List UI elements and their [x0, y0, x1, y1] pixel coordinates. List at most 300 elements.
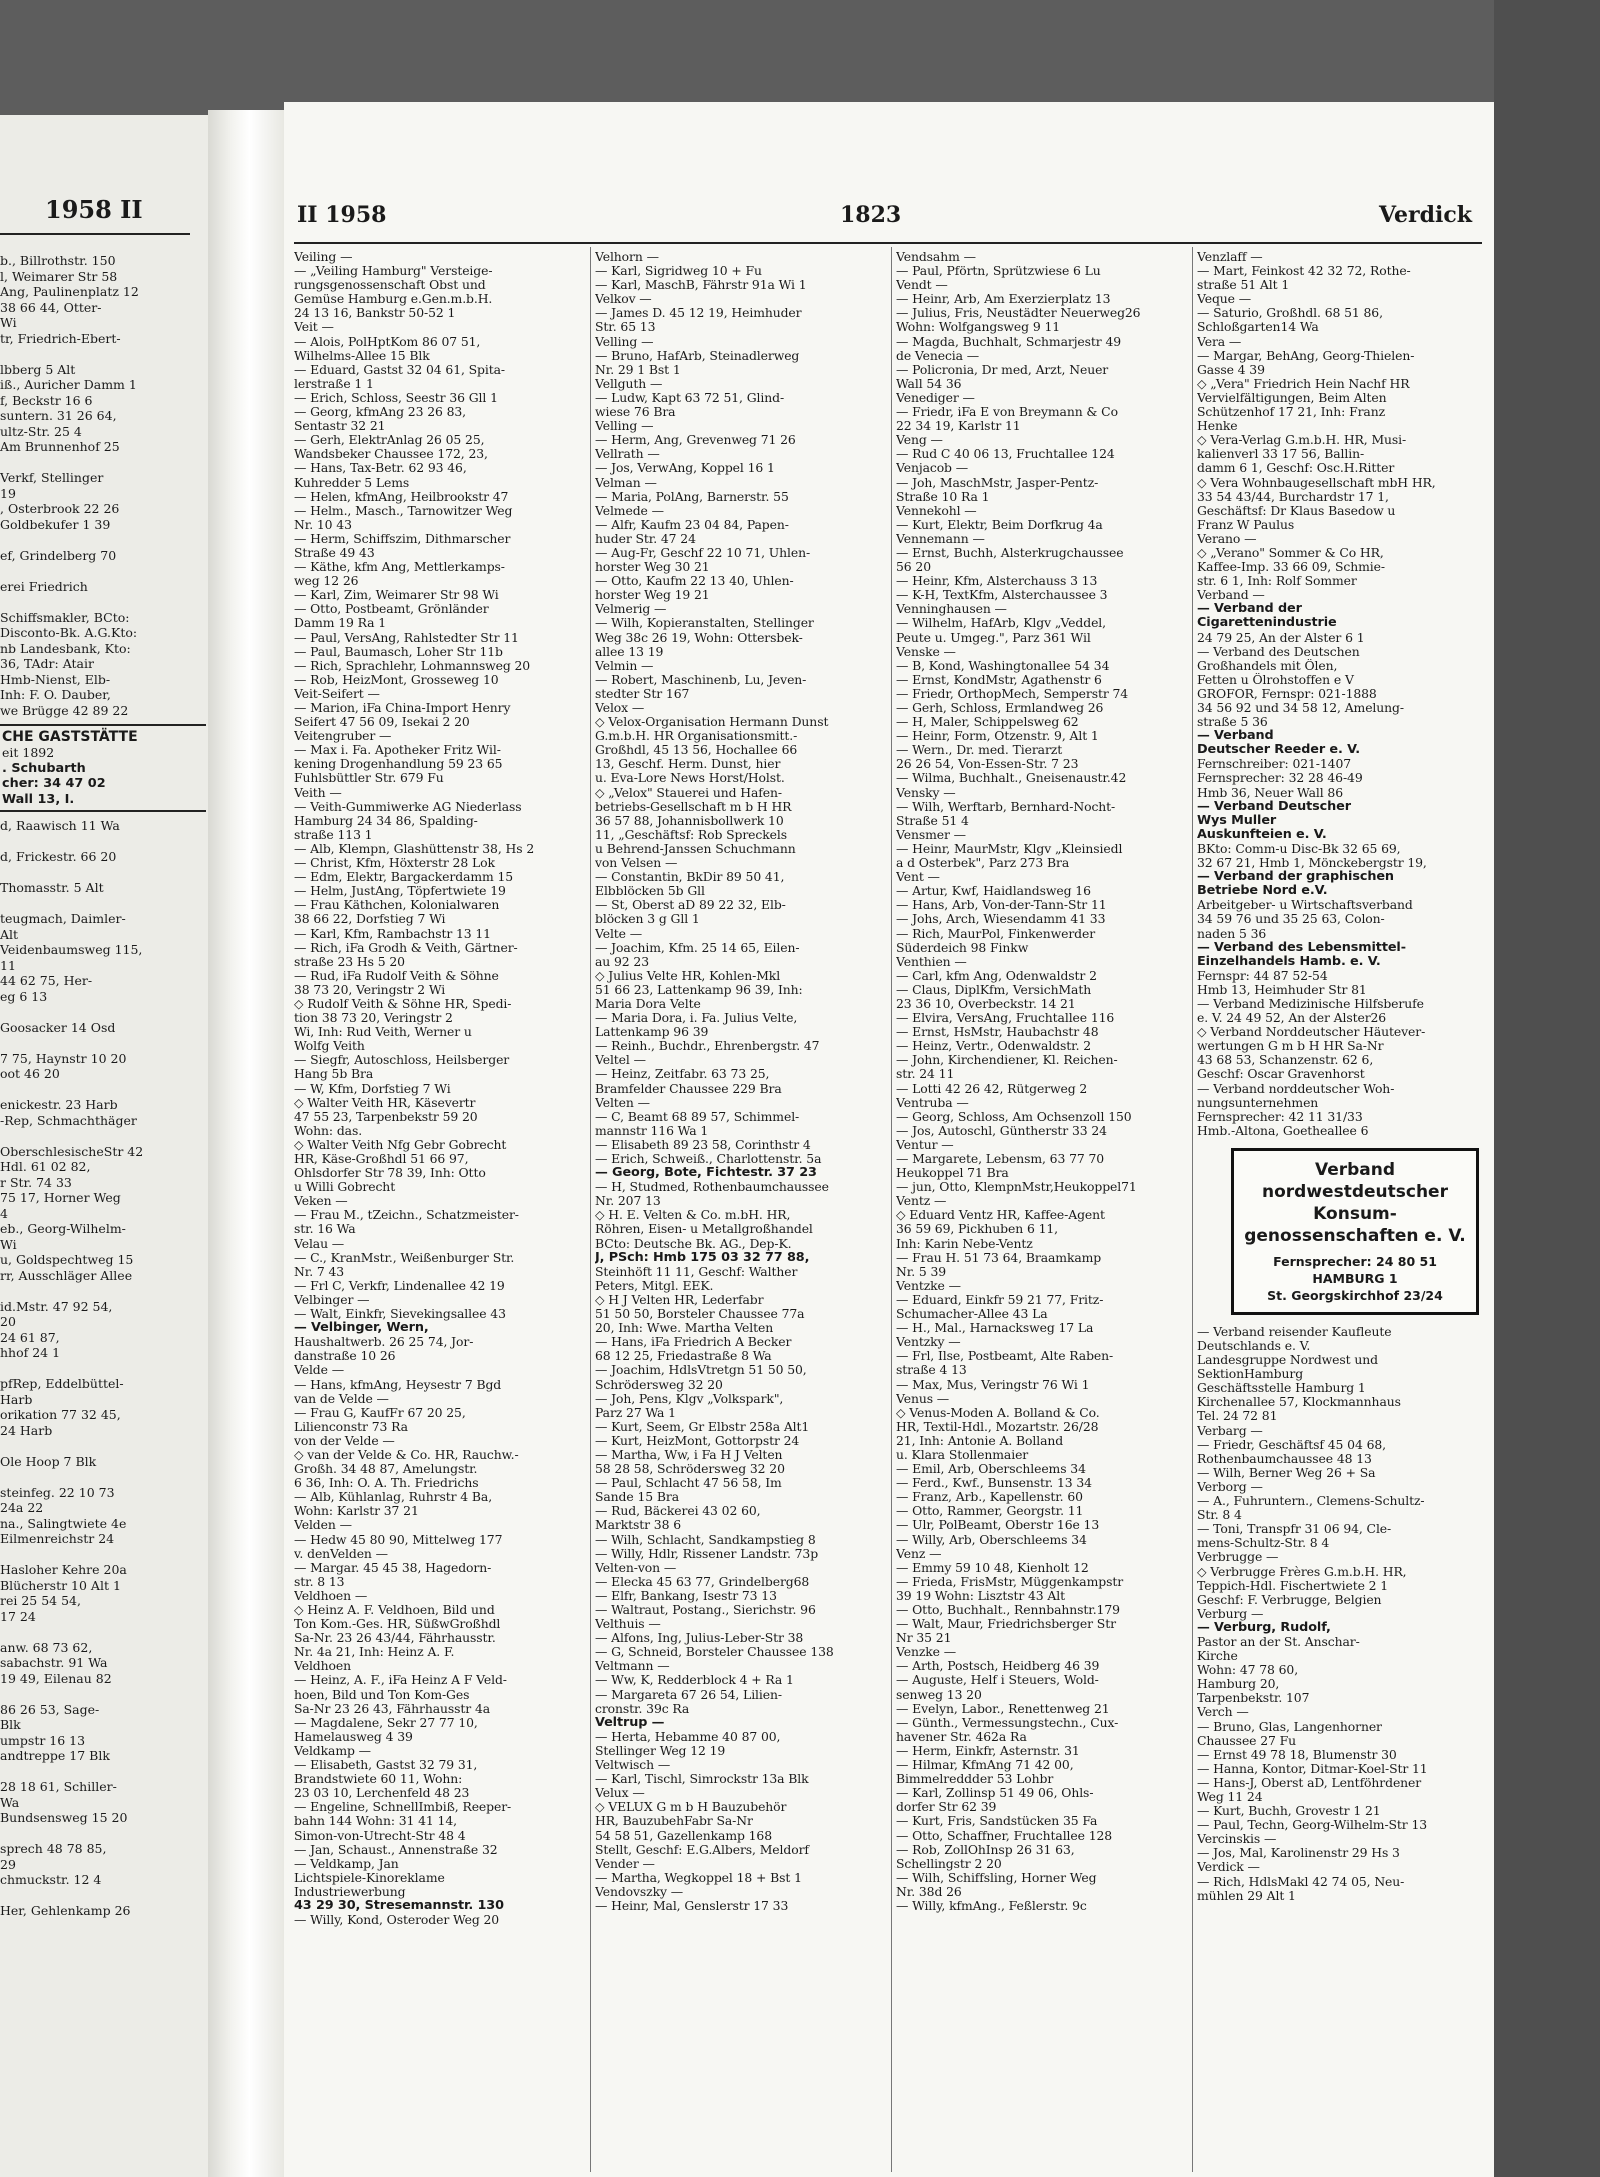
directory-entry-line: Verkf, Stellinger	[0, 470, 104, 485]
directory-column-4	[1197, 250, 1489, 2170]
directory-entry-line: Geschf: F. Verbrugge, Belgien	[1197, 1592, 1382, 1607]
directory-entry-line: — Verband	[1197, 729, 1274, 744]
directory-entry-line: OberschlesischeStr 42	[0, 1143, 144, 1159]
directory-entry-line: iß., Auricher Damm 1	[0, 377, 137, 392]
directory-entry-line	[0, 1361, 206, 1377]
directory-entry-line: — Bruno, Glas, Langenhorner	[1197, 1719, 1382, 1734]
directory-entry-line: Velten-von —	[595, 1560, 677, 1575]
directory-entry-line: straße 23 Hs 5 20	[294, 954, 405, 969]
directory-entry-line: — Julius, Fris, Neustädter Neuerweg26	[896, 306, 1141, 321]
directory-entry-line: 36, TAdr: Atair	[0, 656, 94, 671]
directory-entry-line: — H, Maler, Schippelsweg 62	[896, 715, 1079, 730]
directory-entry-line: Alt	[0, 926, 19, 942]
directory-entry-line: Hasloher Kehre 20a	[0, 1562, 127, 1577]
directory-entry-line	[0, 1035, 206, 1051]
directory-entry-line: — Saturio, Großhdl. 68 51 86,	[1197, 306, 1383, 321]
directory-entry-line: — Max, Mus, Veringstr 76 Wi 1	[896, 1377, 1090, 1392]
directory-entry-line: — Verband der	[1197, 602, 1302, 617]
directory-entry-line: Veidenbaumsweg 115,	[0, 942, 143, 957]
directory-entry-line: Velux —	[595, 1786, 645, 1801]
directory-entry-line: — Heinr, Kfm, Alsterchauss 3 13	[896, 574, 1098, 589]
directory-entry-line: Venediger —	[896, 390, 975, 405]
directory-entry-line: 28 18 61, Schiller-	[0, 1779, 117, 1794]
left-ad-line: eit 1892	[2, 745, 55, 760]
directory-entry-line: — Frieda, FrisMstr, Müggenkampstr	[896, 1574, 1124, 1589]
directory-entry-line: Venthien —	[896, 954, 967, 969]
directory-entry-line: bahn 144 Wohn: 31 41 14,	[294, 1814, 457, 1829]
directory-entry-line: — Frau M., tZeichn., Schatzmeister-	[294, 1208, 519, 1223]
directory-entry-line: Stellinger Weg 12 19	[595, 1743, 726, 1758]
directory-entry-line: Kirchenallee 57, Klockmannhaus	[1197, 1395, 1401, 1410]
directory-entry-line: — Walt, Maur, Friedrichsberger Str	[896, 1617, 1116, 1632]
left-page	[0, 115, 208, 2177]
directory-entry-line: von der Velde —	[294, 1433, 395, 1448]
directory-column-2	[595, 250, 887, 2170]
directory-entry-line: Wohn: das.	[294, 1123, 363, 1138]
directory-entry-line: — Alois, PolHptKom 86 07 51,	[294, 334, 481, 349]
directory-entry-line: Wys Muller	[1197, 813, 1277, 828]
directory-entry-line: SektionHamburg	[1197, 1367, 1304, 1382]
directory-entry-line: Velhorn —	[595, 250, 659, 264]
directory-entry-line: — Helm, JustAng, Töpfertwiete 19	[294, 884, 506, 899]
directory-entry-line: — Heinz, A. F., iFa Heinz A F Veld-	[294, 1673, 507, 1688]
directory-entry-line: Venz —	[896, 1546, 942, 1561]
directory-entry-line: Vendt —	[896, 278, 948, 293]
directory-entry-line: 75 17, Horner Weg	[0, 1190, 121, 1205]
directory-entry-line: Wa	[0, 1794, 20, 1810]
directory-entry-line: — Frau G, KaufFr 67 20 25,	[294, 1405, 466, 1420]
directory-entry-line: mannstr 116 Wa 1	[595, 1123, 709, 1138]
directory-entry-line: eb., Georg-Wilhelm-	[0, 1221, 126, 1236]
directory-entry-line: ◇ „Verano" Sommer & Co HR,	[1197, 545, 1384, 560]
directory-entry-line: ◇ H J Velten HR, Lederfabr	[595, 1292, 764, 1307]
directory-entry-line: 36 57 88, Johannisbollwerk 10	[595, 813, 784, 828]
directory-entry-line: hhof 24 1	[0, 1345, 61, 1360]
directory-entry-line: eg 6 13	[0, 988, 48, 1004]
directory-entry-line: — Paul, Techn, Georg-Wilhelm-Str 13	[1197, 1818, 1428, 1833]
directory-entry-line: — H, Studmed, Rothenbaumchaussee	[595, 1180, 829, 1195]
directory-entry-line: — Jan, Schaust., Annenstraße 32	[294, 1842, 498, 1857]
directory-entry-line: Fernspr: 44 87 52-54	[1197, 968, 1328, 983]
directory-entry-line: Wohn: Karlstr 37 21	[294, 1504, 419, 1519]
directory-entry-line: — Friedr, Geschäftsf 45 04 68,	[1197, 1437, 1386, 1452]
directory-entry-line: — Paul, Schlacht 47 56 58, Im	[595, 1476, 782, 1491]
directory-entry-line: 34 59 76 und 35 25 63, Colon-	[1197, 912, 1385, 927]
directory-entry-line: Hmb-Nienst, Elb-	[0, 671, 111, 687]
directory-entry-line: Velthuis —	[595, 1617, 661, 1632]
directory-entry-line: — Martha, Wegkoppel 18 + Bst 1	[595, 1870, 802, 1885]
directory-entry-line: HR, Textil-Hdl., Mozartstr. 26/28	[896, 1419, 1099, 1434]
directory-entry-line: Ventruba —	[896, 1095, 969, 1110]
directory-entry-line: ◇ Heinz A. F. Veldhoen, Bild und	[294, 1603, 495, 1617]
directory-entry-line: — Rich, Sprachlehr, Lohmannsweg 20	[294, 658, 531, 673]
directory-entry-line: — Rob, ZollOhInsp 26 31 63,	[896, 1842, 1075, 1857]
directory-entry-line: — Ernst, Buchh, Alsterkrugchaussee	[896, 545, 1124, 560]
directory-entry-line: — Alfons, Ing, Julius-Leber-Str 38	[595, 1631, 804, 1646]
directory-entry-line: blöcken 3 g Gll 1	[595, 912, 700, 927]
directory-entry-line: — Ernst, HsMstr, Haubachstr 48	[896, 1025, 1099, 1040]
directory-entry-line: ◇ Eduard Ventz HR, Kaffee-Agent	[896, 1208, 1105, 1223]
directory-entry-line: — Marion, iFa China-Import Henry	[294, 701, 511, 715]
directory-entry-line: 33 54 43/44, Burchardstr 17 1,	[1197, 489, 1389, 504]
directory-entry-line: Velde —	[294, 1363, 344, 1378]
directory-entry-line: G.m.b.H. HR Organisationsmitt.-	[595, 729, 798, 744]
directory-entry-line: — Joh, Pens, Klgv „Volkspark",	[595, 1391, 784, 1406]
directory-entry-line: pfRep, Eddelbüttel-	[0, 1376, 124, 1391]
directory-entry-line: 29	[0, 1856, 16, 1872]
directory-entry-line: Deutscher Reeder e. V.	[1197, 743, 1361, 758]
directory-entry-line: l, Weimarer Str 58	[0, 268, 118, 284]
directory-entry-line: ◇ Walter Veith HR, Käsevertr	[294, 1095, 476, 1110]
directory-entry-line: anw. 68 73 62,	[0, 1639, 93, 1655]
directory-entry-line: Peute u. Umgeg.", Parz 361 Wil	[896, 630, 1091, 645]
directory-entry-line: andtreppe 17 Blk	[0, 1748, 110, 1763]
directory-entry-line: damm 6 1, Geschf: Osc.H.Ritter	[1197, 461, 1395, 476]
directory-entry-line: Schiffsmakler, BCto:	[0, 609, 130, 625]
directory-entry-line: ◇ Verband Norddeutscher Häutever-	[1197, 1025, 1426, 1040]
directory-entry-line: BCto: Deutsche Bk. AG., Dep-K.	[595, 1236, 792, 1251]
directory-entry-line: — Heinr, Mal, Genslerstr 17 33	[595, 1898, 789, 1913]
directory-entry-line: — Ernst, KondMstr, Agathenstr 6	[896, 672, 1102, 687]
directory-entry-line: Vennekohl —	[896, 503, 977, 518]
directory-entry-line: Veng —	[896, 433, 943, 448]
directory-entry-line: Geschäftsf: Dr Klaus Basedow u	[1197, 503, 1396, 518]
directory-entry-line: — Herm, Ang, Grevenweg 71 26	[595, 433, 796, 448]
directory-entry-line: ◇ Venus-Moden A. Bolland & Co.	[896, 1405, 1100, 1420]
ad-title: genossenschaften e. V.	[1244, 1225, 1466, 1246]
directory-entry-line: Auskunfteien e. V.	[1197, 827, 1327, 842]
directory-entry-line: hoen, Bild und Ton Kom-Ges	[294, 1687, 470, 1702]
directory-entry-line: — Bruno, HafArb, Steinadlerweg	[595, 348, 800, 363]
directory-entry-line: — Georg, kfmAng 23 26 83,	[294, 405, 467, 420]
directory-entry-line: 20	[0, 1314, 16, 1329]
directory-entry-line	[0, 1283, 206, 1299]
directory-entry-line: stedter Str 167	[595, 686, 690, 701]
directory-entry-line: — Margareta 67 26 54, Lilien-	[595, 1687, 782, 1702]
directory-entry-line: 39 19 Wohn: Lisztstr 43 Alt	[896, 1588, 1065, 1603]
directory-entry-line: Velau —	[294, 1236, 345, 1251]
ad-title: Verband	[1314, 1159, 1396, 1180]
directory-entry-line: ◇ VELUX G m b H Bauzubehör	[595, 1800, 787, 1815]
directory-entry-line: — Heinz, Zeitfabr. 63 73 25,	[595, 1067, 770, 1082]
directory-entry-line: — Christ, Kfm, Höxterstr 28 Lok	[294, 856, 495, 871]
directory-entry-line: erei Friedrich	[0, 578, 88, 594]
directory-entry-line: — Gerh, Schloss, Ermlandweg 26	[896, 701, 1104, 715]
directory-entry-line: u. Klara Stollenmaier	[896, 1447, 1029, 1462]
directory-entry-line: — Rich, iFa Grodh & Veith, Gärtner-	[294, 940, 518, 955]
directory-entry-line: Harb	[0, 1391, 33, 1407]
directory-entry-line: — Verband Deutscher	[1197, 799, 1351, 814]
directory-entry-line: — Georg, Bote, Fichtestr. 37 23	[595, 1166, 817, 1181]
left-ad-line: . Schubarth	[2, 760, 86, 776]
directory-entry-line: Teppich-Hdl. Fischertwiete 2 1	[1197, 1578, 1389, 1593]
directory-entry-line: Veque —	[1197, 292, 1252, 307]
directory-entry-line: Vercinskis —	[1197, 1832, 1277, 1847]
directory-entry-line: — Hans, iFa Friedrich A Becker	[595, 1335, 792, 1350]
directory-entry-line	[0, 1547, 206, 1563]
directory-entry-line: Nr 35 21	[896, 1631, 952, 1646]
directory-entry-line: Vera —	[1197, 334, 1242, 349]
directory-entry-line: — Alb, Kühlanlag, Ruhrstr 4 Ba,	[294, 1490, 493, 1505]
directory-entry-line: — Karl, MaschB, Fährstr 91a Wi 1	[595, 278, 807, 293]
directory-entry-line: chmuckstr. 12 4	[0, 1872, 102, 1887]
directory-entry-line: — Engeline, SchnellImbiß, Reeper-	[294, 1800, 512, 1815]
directory-entry-line: Heukoppel 71 Bra	[896, 1166, 1009, 1181]
directory-entry-line: 68 12 25, Friedastraße 8 Wa	[595, 1349, 772, 1364]
directory-entry-line: Tel. 24 72 81	[1197, 1409, 1278, 1424]
directory-entry-line: — K-H, TextKfm, Alsterchaussee 3	[896, 588, 1108, 603]
directory-entry-line: — Maria, PolAng, Barnerstr. 55	[595, 489, 789, 504]
directory-entry-line: — Hans, Tax-Betr. 62 93 46,	[294, 461, 467, 476]
directory-entry-line: Velling —	[595, 419, 654, 434]
directory-entry-line: Vent —	[896, 870, 940, 885]
directory-entry-line: Deutschlands e. V.	[1197, 1339, 1311, 1353]
directory-entry-line: Velkov —	[595, 292, 652, 307]
directory-entry-line: — Karl, Zollinsp 51 49 06, Ohls-	[896, 1786, 1094, 1801]
directory-entry-line: — Rich, HdlsMakl 42 74 05, Neu-	[1197, 1874, 1405, 1889]
directory-entry-line: — Ernst 49 78 18, Blumenstr 30	[1197, 1747, 1397, 1762]
directory-entry-line	[0, 896, 206, 912]
directory-entry-line: umpstr 16 13	[0, 1732, 86, 1748]
scan-background	[1494, 0, 1600, 2177]
directory-entry-line: — Franz, Arb., Kapellenstr. 60	[896, 1490, 1083, 1505]
directory-entry-line: Velman —	[595, 475, 657, 490]
directory-entry-line: Nr. 4a 21, Inh: Heinz A. F.	[294, 1645, 455, 1660]
directory-entry-line: Hamburg 24 34 86, Spalding-	[294, 813, 478, 828]
directory-entry-line: — Georg, Schloss, Am Ochsenzoll 150	[896, 1109, 1132, 1124]
directory-entry-line: 11	[0, 957, 16, 973]
directory-entry-line: — Rud, Bäckerei 43 02 60,	[595, 1504, 761, 1519]
directory-entry-line: — Jos, Mal, Karolinenstr 29 Hs 3	[1197, 1846, 1400, 1861]
directory-entry-line: — C, Beamt 68 89 57, Schimmel-	[595, 1109, 800, 1124]
directory-entry-line: Schumacher-Allee 43 La	[896, 1307, 1048, 1322]
directory-entry-line: — Verband des Deutschen	[1197, 644, 1360, 659]
directory-entry-line: a d Osterbek", Parz 273 Bra	[896, 856, 1070, 871]
directory-entry-line: Ole Hoop 7 Blk	[0, 1453, 97, 1469]
directory-entry-line: — Artur, Kwf, Haidlandsweg 16	[896, 884, 1091, 899]
directory-entry-line: Verch —	[1197, 1705, 1249, 1720]
ad-phone: Fernsprecher: 24 80 51	[1273, 1253, 1437, 1269]
directory-entry-line: — Paul, Baumasch, Loher Str 11b	[294, 644, 503, 659]
directory-entry-line: 34 56 92 und 34 58 12, Amelung-	[1197, 701, 1404, 715]
directory-entry-line: Velmin —	[595, 658, 654, 673]
directory-entry-line: — Jos, Autoschl, Güntherstr 33 24	[896, 1123, 1107, 1138]
directory-entry-line: weg 12 26	[294, 574, 359, 589]
directory-entry-line: straße 5 36	[1197, 715, 1268, 730]
directory-entry-line: — Willy, Arb, Oberschleems 34	[896, 1532, 1087, 1547]
directory-entry-line: Verband —	[1197, 588, 1265, 603]
directory-entry-line: — Karl, Zim, Weimarer Str 98 Wi	[294, 588, 499, 603]
directory-entry-line: Goosacker 14 Osd	[0, 1019, 116, 1035]
directory-entry-line: — Max i. Fa. Apotheker Fritz Wil-	[294, 743, 501, 758]
column-divider	[891, 247, 892, 2172]
directory-entry-line: — Karl, Kfm, Rambachstr 13 11	[294, 926, 491, 941]
directory-entry-line: — Reinh., Buchdr., Ehrenbergstr. 47	[595, 1039, 820, 1054]
directory-entry-line: — Heinz, Vertr., Odenwaldstr. 2	[896, 1039, 1092, 1054]
directory-entry-line: — Ludw, Kapt 63 72 51, Glind-	[595, 390, 785, 405]
column-4-top	[1197, 250, 1489, 1138]
header-volume: II 1958	[297, 202, 387, 228]
directory-entry-line: — Rud C 40 06 13, Fruchtallee 124	[896, 447, 1115, 462]
directory-entry-line: danstraße 10 26	[294, 1349, 396, 1364]
directory-entry-line: u Behrend-Janssen Schuchmann	[595, 841, 796, 856]
directory-entry-line: Blk	[0, 1717, 21, 1732]
directory-entry-line: 23 03 10, Lerchenfeld 48 23	[294, 1786, 470, 1801]
directory-entry-line: Kaffee-Imp. 33 66 09, Schmie-	[1197, 560, 1385, 575]
directory-entry-line: — Wilh, Werftarb, Bernhard-Nocht-	[896, 799, 1116, 814]
directory-entry-line: Parz 27 Wa 1	[595, 1405, 676, 1420]
directory-entry-line: Wilhelms-Allee 15 Blk	[294, 348, 430, 363]
directory-entry-line: — Robert, Maschinenb, Lu, Jeven-	[595, 672, 807, 687]
left-page-lines-bottom	[0, 818, 206, 1919]
directory-entry-line: Chaussee 27 Fu	[1197, 1733, 1297, 1748]
directory-entry-line: Nr. 5 39	[896, 1264, 947, 1279]
directory-entry-line: — Joachim, HdlsVtretgn 51 50 50,	[595, 1363, 807, 1378]
directory-entry-line: kening Drogenhandlung 59 23 65	[294, 757, 503, 772]
directory-entry-line: Süderdeich 98 Finkw	[896, 940, 1029, 955]
directory-entry-line: Nr. 29 1 Bst 1	[595, 362, 681, 377]
left-page-header: 1958 II	[45, 195, 143, 224]
directory-entry-line: — Verband des Lebensmittel-	[1197, 940, 1406, 955]
directory-entry-line: rungsgenossenschaft Obst und	[294, 278, 486, 293]
directory-entry-line: 86 26 53, Sage-	[0, 1701, 100, 1717]
directory-entry-line: Veiling —	[294, 250, 353, 264]
directory-entry-line: Wandsbeker Chaussee 172, 23,	[294, 447, 488, 462]
ad-title: nordwestdeutscher	[1262, 1181, 1448, 1202]
directory-entry-line: 24 Harb	[0, 1422, 53, 1438]
directory-entry-line: — Heinr, MaurMstr, Klgv „Kleinsiedl	[896, 841, 1123, 856]
directory-entry-line: Venzke —	[896, 1645, 957, 1660]
directory-entry-line: Ang, Paulinenplatz 12	[0, 284, 139, 299]
directory-entry-line	[0, 594, 206, 610]
directory-entry-line: Sa-Nr 23 26 43, Fährhausstr 4a	[294, 1701, 491, 1716]
directory-entry-line: Stellt, Geschf: E.G.Albers, Meldorf	[595, 1842, 809, 1857]
directory-entry-line: Wolfg Veith	[294, 1039, 365, 1054]
directory-entry-line: — Margar, BehAng, Georg-Thielen-	[1197, 348, 1415, 363]
directory-entry-line: mühlen 29 Alt 1	[1197, 1888, 1296, 1903]
directory-entry-line: huder Str. 47 24	[595, 531, 696, 546]
directory-entry-line: Wi, Inh: Rud Veith, Werner u	[294, 1025, 472, 1040]
header-catchword: Verdick	[1378, 202, 1472, 228]
directory-entry-line: ef, Grindelberg 70	[0, 547, 117, 563]
directory-entry-line: ◇ van der Velde & Co. HR, Rauchw.-	[294, 1447, 519, 1462]
directory-entry-line: Vervielfältigungen, Beim Alten	[1197, 390, 1387, 405]
directory-entry-line: Disconto-Bk. A.G.Kto:	[0, 625, 138, 640]
directory-entry-line: — Otto, Schaffner, Fruchtallee 128	[896, 1828, 1113, 1843]
directory-entry-line: — Elisabeth 89 23 58, Corinthstr 4	[595, 1137, 811, 1152]
directory-entry-line: Venske —	[896, 644, 956, 659]
directory-entry-line	[0, 834, 206, 850]
directory-entry-line: 20, Inh: Wwe. Martha Velten	[595, 1321, 774, 1336]
directory-entry-line: betriebs-Gesellschaft m b H HR	[595, 799, 792, 814]
directory-entry-line: Marktstr 38 6	[595, 1518, 681, 1533]
directory-entry-line: — Edm, Elektr, Bargackerdamm 15	[294, 870, 514, 885]
directory-entry-line: Fernsprecher: 32 28 46-49	[1197, 771, 1363, 786]
directory-entry-line: enickestr. 23 Harb	[0, 1097, 118, 1112]
directory-entry-line: Am Brunnenhof 25	[0, 439, 120, 454]
directory-entry-line: — Wilma, Buchhalt., Gneisenaustr.42	[896, 771, 1127, 786]
directory-entry-line: u, Goldspechtweg 15	[0, 1252, 134, 1267]
directory-entry-line: Venzlaff —	[1197, 250, 1263, 264]
directory-entry-line: oot 46 20	[0, 1066, 60, 1081]
header-rule	[294, 242, 1482, 244]
directory-entry-line: — C., KranMstr., Weißenburger Str.	[294, 1250, 515, 1265]
directory-entry-line: ◇ Walter Veith Nfg Gebr Gobrecht	[294, 1137, 507, 1152]
directory-entry-line: Veltwisch —	[595, 1758, 671, 1773]
directory-entry-line: — Käthe, kfm Ang, Mettlerkamps-	[294, 560, 505, 575]
directory-entry-line: teugmach, Daimler-	[0, 911, 126, 926]
ad-title: Konsum-	[1313, 1203, 1397, 1224]
left-page-rule	[0, 233, 190, 235]
directory-entry-line: — Claus, DiplKfm, VersichMath	[896, 982, 1092, 997]
directory-entry-line: — Friedr, iFa E von Breymann & Co	[896, 405, 1118, 420]
directory-entry-line: — John, Kirchendiener, Kl. Reichen-	[896, 1053, 1118, 1068]
directory-entry-line: Geschäftsstelle Hamburg 1	[1197, 1381, 1366, 1396]
directory-entry-line: — Frau Käthchen, Kolonialwaren	[294, 898, 500, 913]
directory-entry-line: Geschf: Oscar Gravenhorst	[1197, 1067, 1365, 1082]
directory-entry-line: Eilmenreichstr 24	[0, 1531, 115, 1546]
directory-entry-line: — Helen, kfmAng, Heilbrookstr 47	[294, 489, 509, 504]
directory-entry-line: HR, BauzubehFabr Sa-Nr	[595, 1814, 753, 1829]
directory-entry-line: Wi	[0, 315, 17, 330]
directory-entry-line: d, Frickestr. 66 20	[0, 849, 117, 864]
directory-entry-line: — Carl, kfm Ang, Odenwaldstr 2	[896, 968, 1097, 983]
directory-entry-line: — Siegfr, Autoschloss, Heilsberger	[294, 1053, 510, 1068]
directory-entry-line: Nr. 38d 26	[896, 1884, 962, 1899]
directory-entry-line: — Otto, Rammer, Georgstr. 11	[896, 1504, 1084, 1519]
directory-entry-line: — Margar. 45 45 38, Hagedorn-	[294, 1560, 492, 1575]
directory-entry-line: — Jos, VerwAng, Koppel 16 1	[595, 461, 775, 476]
directory-entry-line: — Kurt, Fris, Sandstücken 35 Fa	[896, 1814, 1098, 1829]
directory-entry-line: — Toni, Transpfr 31 06 94, Cle-	[1197, 1522, 1392, 1537]
directory-entry-line: — Kurt, HeizMont, Gottorpstr 24	[595, 1433, 800, 1448]
directory-entry-line	[0, 1438, 206, 1454]
directory-entry-line: ◇ Velox-Organisation Hermann Dunst	[595, 715, 829, 730]
directory-entry-line: 17 24	[0, 1608, 36, 1624]
directory-entry-line	[0, 1082, 206, 1098]
directory-entry-line: horster Weg 19 21	[595, 588, 710, 603]
directory-entry-line: 32 67 21, Hmb 1, Mönckebergstr 19,	[1197, 856, 1427, 871]
directory-entry-line: ◇ Rudolf Veith & Söhne HR, Spedi-	[294, 996, 512, 1011]
directory-entry-line: Hamburg 20,	[1197, 1677, 1280, 1692]
directory-entry-line: Weg 11 24	[1197, 1790, 1263, 1804]
directory-entry-line: nb Landesbank, Kto:	[0, 640, 131, 656]
directory-entry-line: — Kurt, Buchh, Grovestr 1 21	[1197, 1804, 1381, 1819]
directory-entry-line	[0, 1469, 206, 1485]
directory-entry-line: — H., Mal., Harnacksweg 17 La	[896, 1321, 1094, 1336]
directory-entry-line: — Arth, Postsch, Heidberg 46 39	[896, 1659, 1100, 1674]
directory-entry-line: Vensky —	[896, 785, 956, 800]
directory-entry-line: Sentastr 32 21	[294, 419, 386, 434]
directory-entry-line: Einzelhandels Hamb. e. V.	[1197, 954, 1381, 969]
directory-entry-line: — Hans-J, Oberst aD, Lentföhrdener	[1197, 1775, 1422, 1790]
directory-entry-line: Verbarg —	[1197, 1423, 1263, 1438]
directory-entry-line: — Hans, kfmAng, Heysestr 7 Bgd	[294, 1377, 502, 1392]
directory-entry-line: Kuhredder 5 Lems	[294, 475, 410, 490]
directory-entry-line: d, Raawisch 11 Wa	[0, 818, 120, 833]
directory-entry-line: Vensmer —	[896, 827, 966, 842]
directory-entry-line: — Wilh, Berner Weg 26 + Sa	[1197, 1465, 1376, 1480]
directory-entry-line: 6 36, Inh: O. A. Th. Friedrichs	[294, 1476, 479, 1491]
directory-entry-line: Veit —	[294, 320, 334, 335]
directory-entry-line: Ventzky —	[896, 1335, 961, 1350]
directory-entry-line: Großh. 34 48 87, Amelungstr.	[294, 1462, 478, 1477]
directory-entry-line: — Hans, Arb, Von-der-Tann-Str 11	[896, 898, 1107, 913]
directory-entry-line: — Elvira, VersAng, Fruchtallee 116	[896, 1011, 1115, 1026]
left-ad-line: Wall 13, I.	[2, 791, 75, 807]
directory-entry-line	[0, 1128, 206, 1144]
directory-entry-line: 43 68 53, Schanzenstr. 62 6,	[1197, 1053, 1374, 1068]
